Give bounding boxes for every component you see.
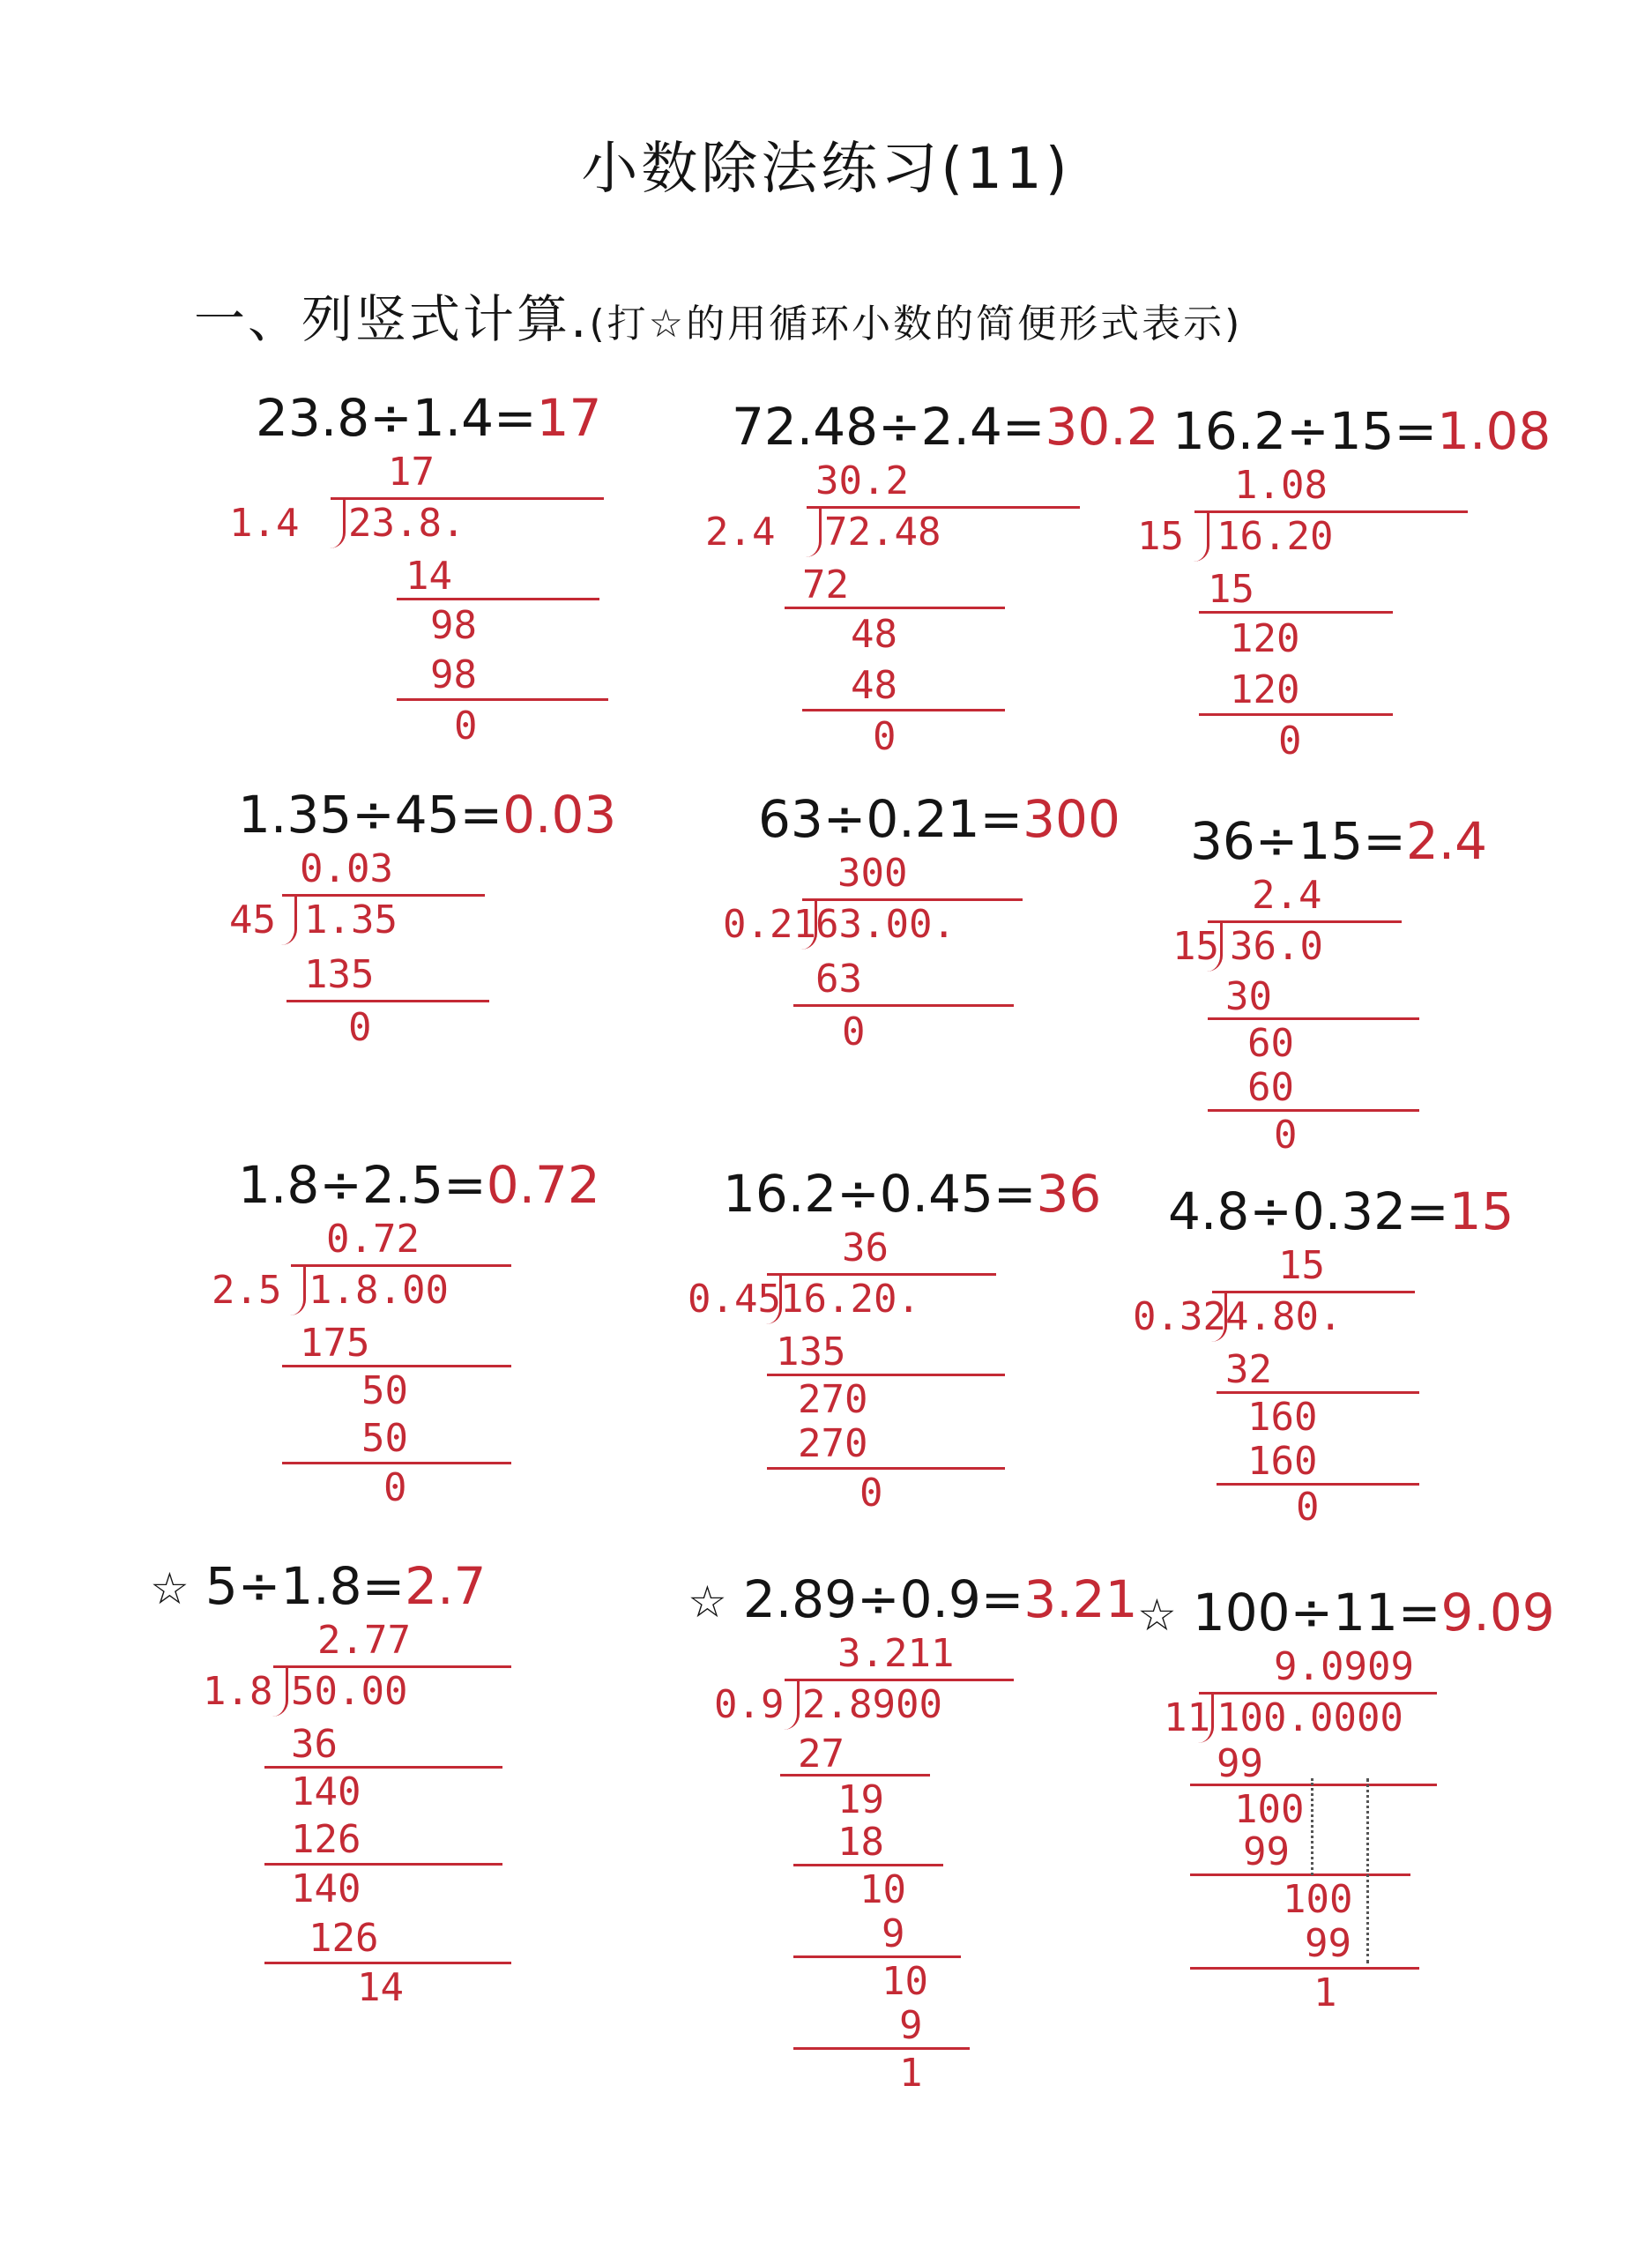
divisor: 0.32 — [1133, 1294, 1226, 1339]
quotient: 2.77 — [317, 1618, 411, 1663]
dividend: 16.20. — [780, 1277, 920, 1322]
problem-equation: 1.8÷2.5=0.72 — [238, 1155, 600, 1215]
step: 135 — [304, 952, 375, 997]
problem-equation: ☆ 2.89÷0.9=3.21 — [688, 1569, 1138, 1629]
step: 126 — [309, 1916, 379, 1961]
problem-answer: 9.09 — [1440, 1583, 1555, 1642]
step: 0 — [842, 1009, 866, 1054]
step: 60 — [1247, 1021, 1294, 1066]
step: 140 — [291, 1866, 361, 1911]
step: 19 — [837, 1777, 884, 1822]
step: 48 — [851, 663, 897, 708]
problem-answer: 36 — [1036, 1164, 1102, 1224]
problem-answer: 2.4 — [1405, 811, 1488, 871]
quotient: 15 — [1278, 1243, 1325, 1288]
divisor: 15 — [1172, 924, 1219, 969]
quotient: 30.2 — [815, 458, 909, 503]
divisor: 0.21 — [723, 902, 816, 947]
problem-10 — [123, 1556, 617, 2050]
step: 0 — [1274, 1113, 1298, 1158]
quotient: 2.4 — [1252, 873, 1322, 918]
step: 126 — [291, 1817, 361, 1862]
step: 98 — [430, 652, 477, 697]
problem-equation: 1.35÷45=0.03 — [238, 785, 617, 845]
step: 160 — [1247, 1439, 1318, 1484]
step: 135 — [776, 1330, 846, 1374]
problem-equation: 36÷15=2.4 — [1190, 811, 1488, 871]
page-title: 小数除法练习(11) — [581, 137, 1071, 202]
section-text: 列竖式计算. — [301, 289, 590, 349]
problem-answer: 300 — [1023, 789, 1120, 849]
step: 160 — [1247, 1395, 1318, 1440]
quotient: 3.211 — [837, 1631, 955, 1676]
step: 50 — [361, 1416, 408, 1461]
step: 48 — [851, 612, 897, 657]
step: 1 — [899, 2051, 923, 2096]
quotient: 300 — [837, 851, 908, 896]
step: 9 — [882, 1911, 905, 1956]
problem-9 — [1133, 1181, 1626, 1569]
step: 120 — [1230, 616, 1300, 661]
problem-answer: 3.21 — [1023, 1569, 1138, 1629]
step: 30 — [1225, 974, 1272, 1019]
step: 14 — [406, 554, 452, 599]
quotient: 0.03 — [300, 846, 393, 891]
section-note: (打☆的用循环小数的简便形式表示) — [589, 302, 1243, 346]
problem-answer: 0.72 — [486, 1155, 600, 1215]
problem-answer: 17 — [536, 388, 602, 448]
problem-equation: 63÷0.21=300 — [758, 789, 1120, 849]
step: 120 — [1230, 667, 1300, 712]
step: 9 — [899, 2003, 923, 2048]
divisor: 2.4 — [705, 510, 776, 555]
step: 99 — [1305, 1921, 1351, 1966]
divisor: 0.45 — [688, 1277, 781, 1322]
step: 100 — [1283, 1877, 1353, 1922]
step: 99 — [1217, 1741, 1263, 1786]
step: 0 — [348, 1005, 372, 1050]
star-icon: ☆ — [688, 1576, 727, 1628]
dividend: 72.48 — [824, 510, 941, 555]
problem-answer: 1.08 — [1437, 401, 1552, 461]
step: 0 — [383, 1465, 407, 1510]
divisor: 1.4 — [229, 501, 300, 546]
step: 0 — [1278, 719, 1302, 764]
quotient: 17 — [388, 450, 435, 495]
alignment-guide — [1311, 1778, 1313, 1875]
dividend: 36.0 — [1230, 924, 1323, 969]
step: 1 — [1313, 1970, 1337, 2015]
problem-11 — [688, 1569, 1181, 2134]
step: 0 — [454, 704, 478, 749]
star-icon: ☆ — [1137, 1590, 1177, 1641]
problem-3 — [1137, 401, 1631, 789]
problem-answer: 15 — [1448, 1181, 1514, 1241]
step: 100 — [1234, 1787, 1305, 1832]
step: 0 — [873, 714, 897, 759]
problem-equation: 4.8÷0.32=15 — [1168, 1181, 1514, 1241]
divisor: 0.9 — [714, 1682, 785, 1727]
problem-12 — [1137, 1583, 1631, 2076]
alignment-guide — [1366, 1778, 1369, 1963]
star-icon: ☆ — [150, 1563, 190, 1614]
step: 72 — [802, 562, 849, 607]
step: 140 — [291, 1769, 361, 1814]
problem-6 — [1155, 811, 1648, 1199]
step: 15 — [1208, 567, 1254, 612]
step: 10 — [859, 1867, 906, 1912]
quotient: 36 — [842, 1225, 889, 1270]
problem-equation: ☆ 5÷1.8=2.7 — [150, 1556, 487, 1616]
dividend: 63.00. — [815, 902, 956, 947]
divisor: 15 — [1137, 514, 1184, 559]
problem-1 — [220, 388, 714, 776]
problem-equation: ☆ 100÷11=9.09 — [1137, 1583, 1555, 1642]
section-heading — [194, 278, 1242, 352]
problem-answer: 0.03 — [502, 785, 617, 845]
dividend: 50.00 — [291, 1669, 408, 1714]
step: 10 — [882, 1959, 928, 2004]
quotient: 9.0909 — [1274, 1644, 1414, 1689]
step: 14 — [357, 1965, 404, 2010]
step: 36 — [291, 1722, 338, 1767]
problem-answer: 2.7 — [405, 1556, 487, 1616]
step: 63 — [815, 957, 862, 1002]
step: 270 — [798, 1421, 868, 1466]
dividend: 16.20 — [1217, 514, 1334, 559]
problem-7 — [203, 1155, 696, 1543]
problem-5 — [723, 789, 1217, 1177]
section-marker: 一、 — [194, 289, 302, 349]
dividend: 2.8900 — [802, 1682, 942, 1727]
problem-2 — [696, 397, 1190, 785]
step: 50 — [361, 1368, 408, 1413]
problem-equation: 16.2÷15=1.08 — [1172, 401, 1552, 461]
problem-4 — [203, 785, 696, 1173]
step: 60 — [1247, 1065, 1294, 1110]
problem-answer: 30.2 — [1045, 397, 1159, 457]
problem-equation: 72.48÷2.4=30.2 — [732, 397, 1159, 457]
problem-equation: 23.8÷1.4=17 — [256, 388, 602, 448]
step: 0 — [1296, 1485, 1320, 1530]
step: 27 — [798, 1732, 845, 1777]
quotient: 1.08 — [1234, 463, 1328, 508]
dividend: 1.35 — [304, 898, 398, 942]
divisor: 1.8 — [203, 1669, 273, 1714]
divisor: 11 — [1164, 1695, 1210, 1740]
dividend: 4.80. — [1225, 1294, 1343, 1339]
step: 270 — [798, 1377, 868, 1422]
step: 175 — [300, 1321, 370, 1366]
step: 32 — [1225, 1347, 1272, 1392]
divisor: 45 — [229, 898, 276, 942]
problem-equation: 16.2÷0.45=36 — [723, 1164, 1102, 1224]
problem-8 — [688, 1164, 1181, 1552]
quotient: 0.72 — [326, 1217, 420, 1262]
dividend: 100.0000 — [1217, 1695, 1403, 1740]
step: 99 — [1243, 1829, 1290, 1874]
step: 98 — [430, 603, 477, 648]
dividend: 23.8. — [348, 501, 465, 546]
step: 0 — [859, 1471, 883, 1516]
step: 18 — [837, 1820, 884, 1865]
dividend: 1.8.00 — [309, 1268, 449, 1313]
divisor: 2.5 — [212, 1268, 282, 1313]
